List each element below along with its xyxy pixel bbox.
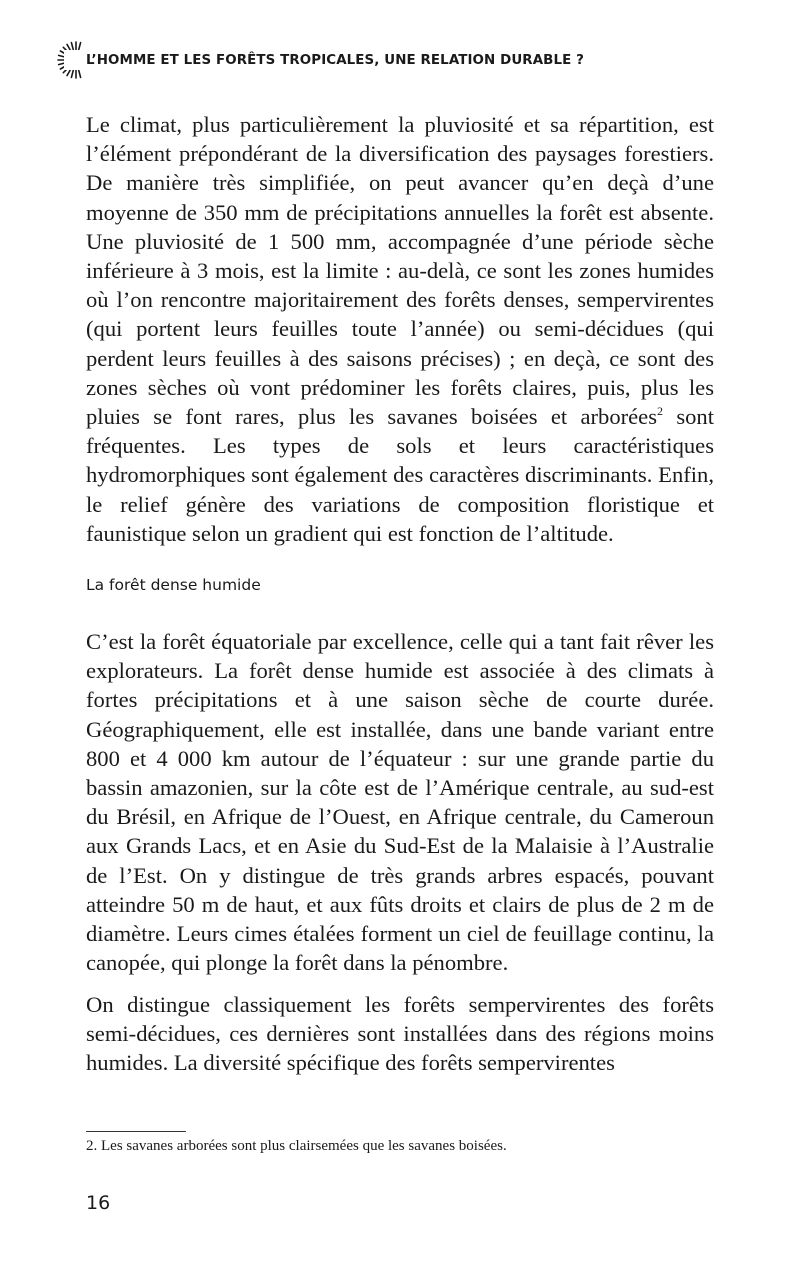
footnote: 2. Les savanes arborées sont plus clairsemées que les savanes boisées. bbox=[86, 1138, 507, 1154]
running-header bbox=[56, 40, 584, 80]
body-paragraph-2 bbox=[86, 627, 714, 977]
footnote-divider bbox=[86, 1131, 186, 1132]
paragraph-text: Le climat, plus particulièrement la pluviosité et sa répartition, est l’élément prépondérant de la diversification des paysages forestiers. De manière très simplifiée, on peut avancer qu’en deçà d’une moyenne de 350 mm de précipitations annuelles la forêt est absente. Une pluviosité de 1 500 mm, accompagnée d’une période sèche inférieure à 3 mois, est la limite : au-delà, ce sont les zones humides où l’on rencontre majoritairement des forêts denses, sempervirentes (qui portent leurs feuilles toute l’année) ou semi-décidues (qui perdent leurs feuilles à des saisons précises) ; en deçà, ce sont des zones sèches où vont prédominer les forêts claires, puis, plus les pluies se font rares, plus les savanes boisées et arborées bbox=[86, 112, 714, 430]
paragraph-text: sont fréquentes. Les types de sols et leurs caractéristiques hydromorphiques sont également des caractères discriminants. Enfin, le relief génère des variations de composition floristique et faunistique selon un gradient qui est fonction de l’altitude. bbox=[86, 404, 715, 546]
paragraph-text: On distingue classiquement les forêts sempervirentes des forêts semi-décidues, ces dernières sont installées dans des régions moins humides. La diversité spécifique des forêts sempervirentes bbox=[86, 992, 714, 1076]
body-paragraph-3 bbox=[86, 990, 714, 1078]
footnote-reference[interactable]: 2 bbox=[657, 404, 664, 419]
page-number: 16 bbox=[86, 1192, 111, 1214]
running-header-title: L’HOMME ET LES FORÊTS TROPICALES, UNE RELATION DURABLE ? bbox=[86, 52, 584, 68]
sunburst-icon bbox=[56, 41, 82, 79]
body-paragraph-1 bbox=[86, 110, 714, 548]
section-heading: La forêt dense humide bbox=[86, 576, 261, 594]
paragraph-text: C’est la forêt équatoriale par excellence, celle qui a tant fait rêver les explorateurs. La forêt dense humide est associée à des climats à fortes précipitations et à une saison sèche de courte durée. Géographiquement, elle est installée, dans une bande variant entre 800 et 4 000 km autour de l’équateur : sur une grande partie du bassin amazonien, sur la côte est de l’Amérique centrale, au sud-est du Brésil, en Afrique de l’Ouest, en Afrique centrale, du Cameroun aux Grands Lacs, et en Asie du Sud-Est de la Malaisie à l’Australie de l’Est. On y distingue de très grands arbres espacés, pouvant atteindre 50 m de haut, et aux fûts droits et clairs de plus de 2 m de diamètre. Leurs cimes étalées forment un ciel de feuillage continu, la canopée, qui plonge la forêt dans la pénombre. bbox=[86, 629, 714, 976]
